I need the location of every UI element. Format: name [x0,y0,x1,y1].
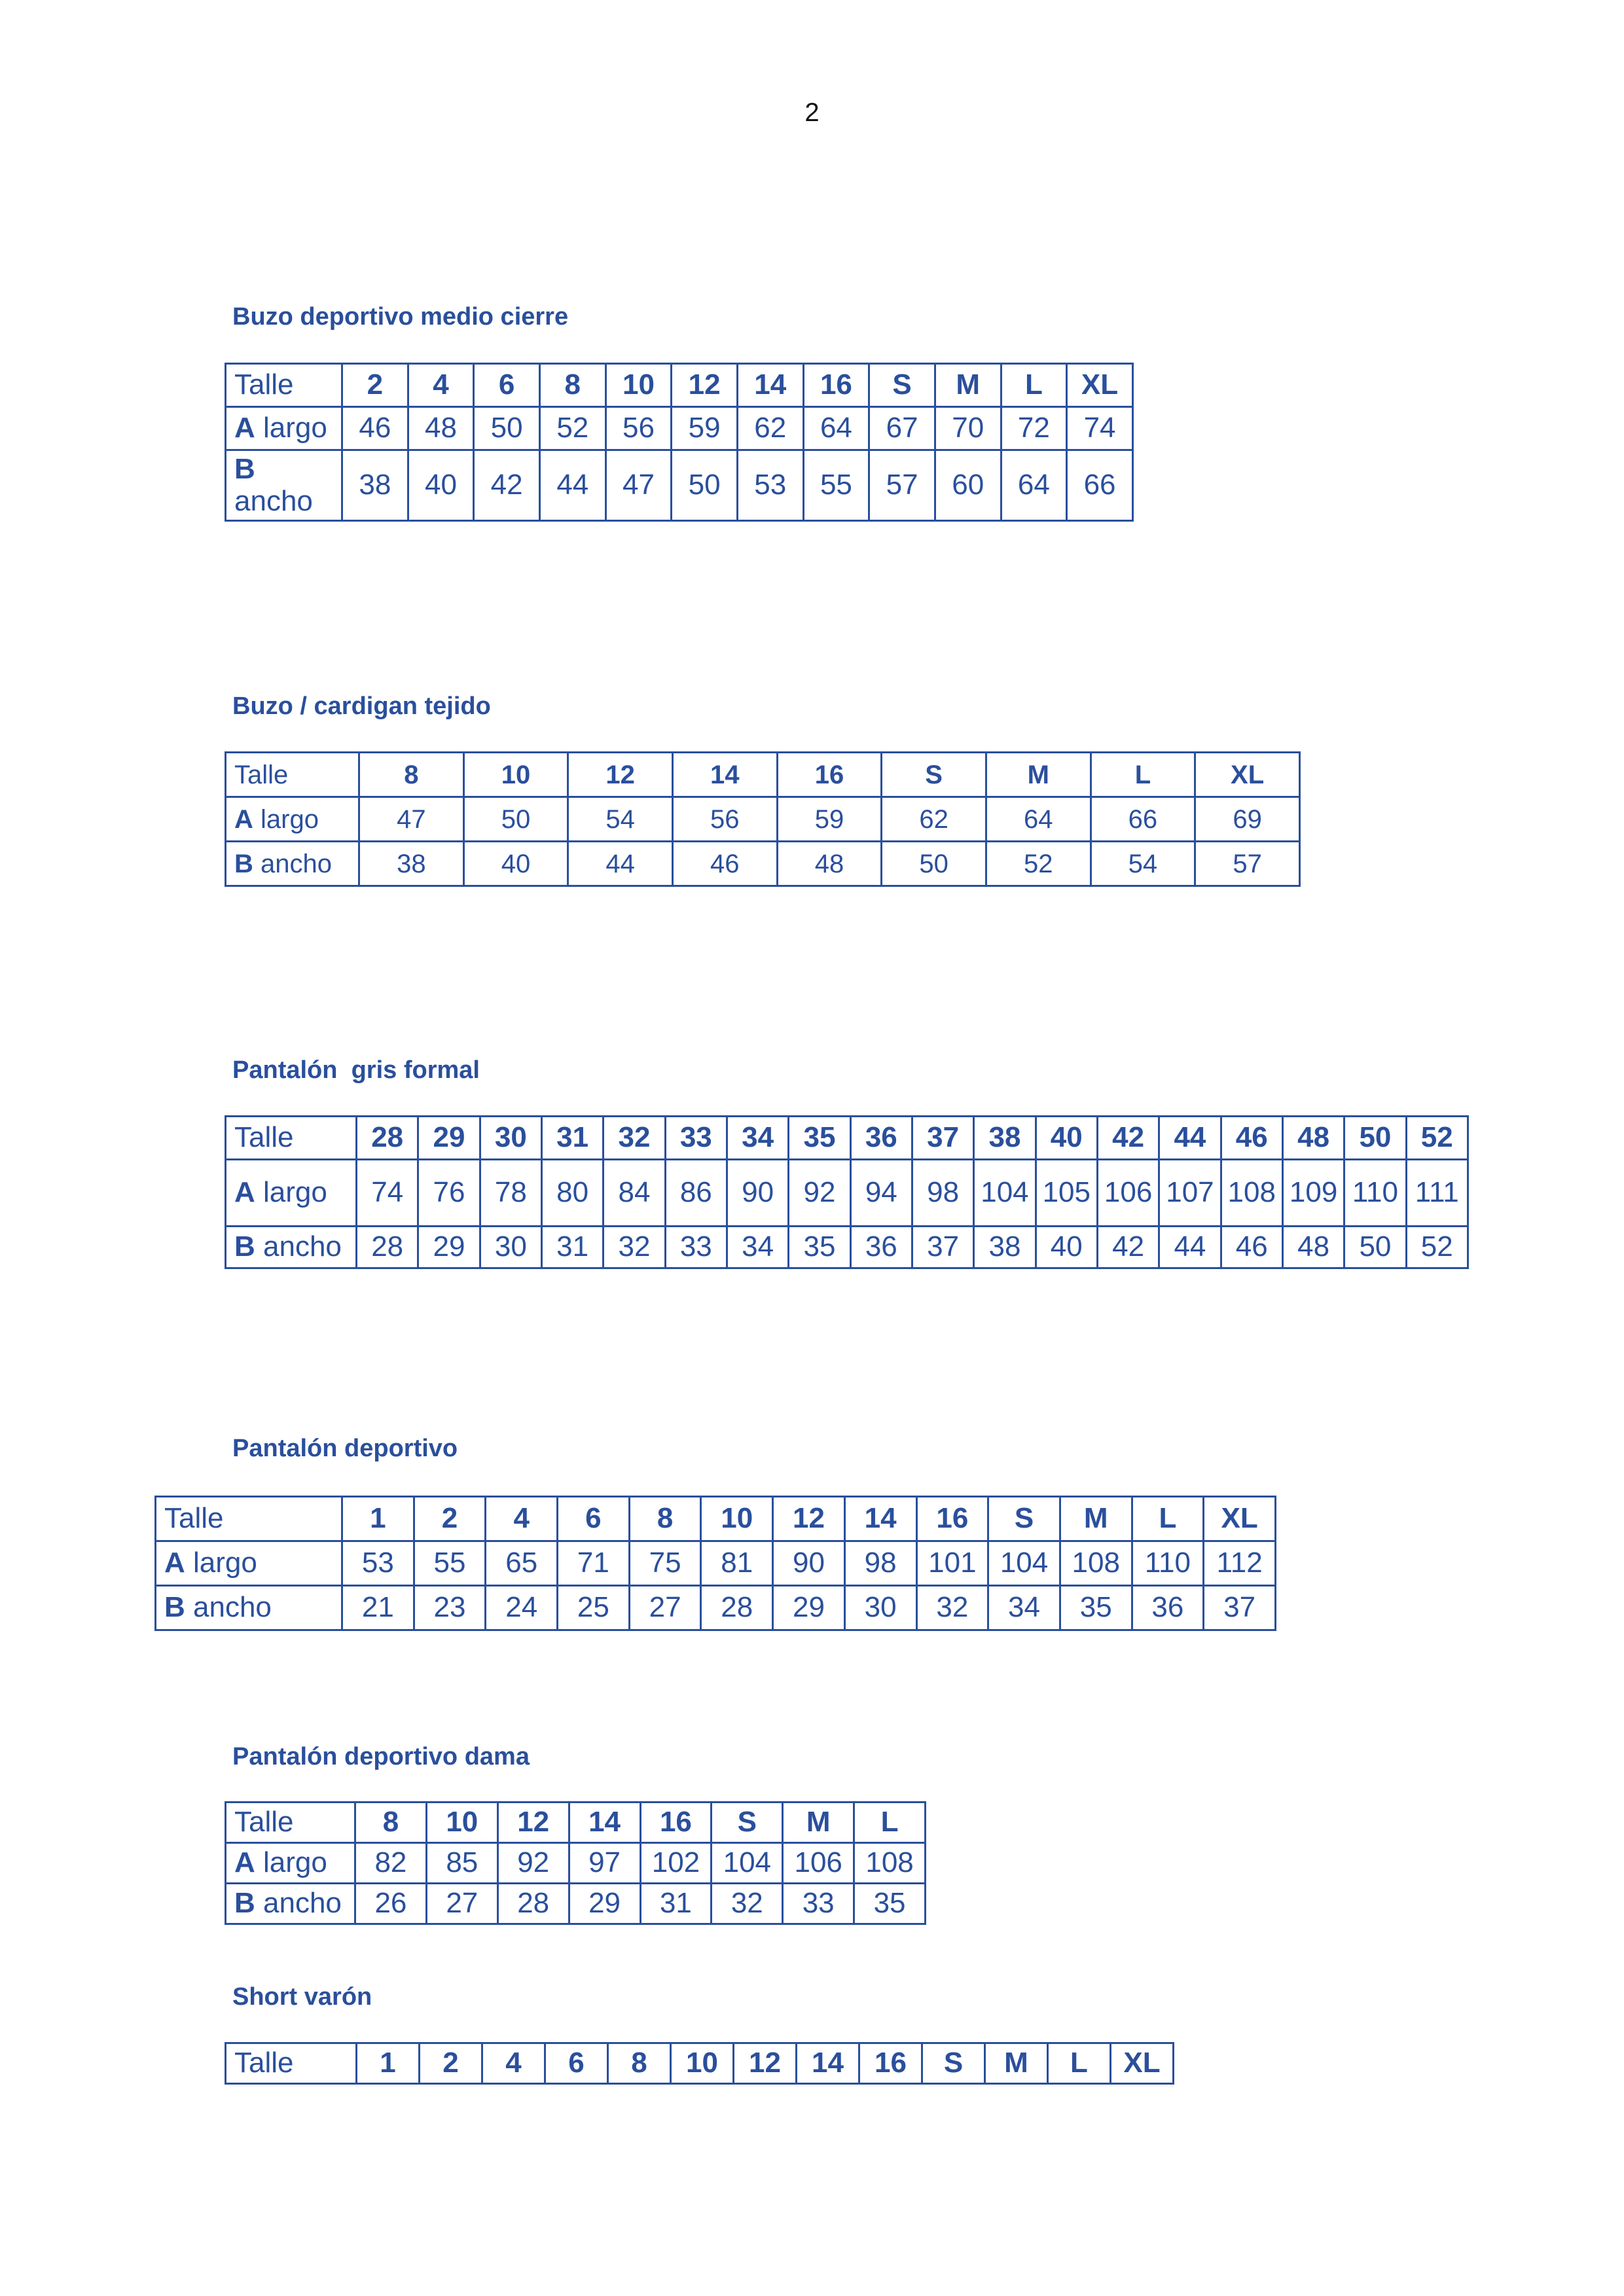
measure-cell: 109 [1282,1160,1344,1227]
table-row [226,364,1133,407]
size-header-cell: 29 [418,1117,480,1160]
row-label-ancho [156,1586,342,1630]
measure-cell: 23 [414,1586,486,1630]
measure-cell: 59 [672,407,738,450]
measure-cell: 54 [1091,842,1195,886]
row-label-ancho [226,842,359,886]
measure-cell: 90 [773,1541,845,1586]
size-header-cell: 10 [671,2043,734,2084]
page-number: 2 [804,98,820,127]
measure-cell: 32 [604,1227,665,1268]
measure-cell: 62 [737,407,803,450]
measure-cell: 48 [1282,1227,1344,1268]
table-row [226,842,1300,886]
size-header-cell: 10 [463,753,568,797]
measure-cell: 30 [844,1586,916,1630]
row-label-letter: B [234,1887,255,1920]
measure-cell: 59 [777,797,882,842]
row-label-text: largo [263,412,327,444]
measure-cell: 84 [604,1160,665,1227]
measure-cell: 47 [359,797,464,842]
size-header-cell: 8 [355,1803,427,1843]
size-header-cell: 32 [604,1117,665,1160]
size-header-cell: 12 [568,753,673,797]
measure-cell: 31 [640,1884,712,1924]
size-header-cell: 6 [558,1497,630,1541]
row-label-letter: B [164,1591,185,1624]
size-header-cell: 2 [414,1497,486,1541]
measure-cell: 92 [497,1843,569,1884]
size-header-cell: M [1060,1497,1132,1541]
row-label-letter: A [234,412,255,444]
measure-cell: 102 [640,1843,712,1884]
measure-cell: 64 [1001,450,1067,521]
size-table-buzo-cardigan [225,751,1301,887]
size-table-pantalon-gris [225,1115,1469,1269]
measure-cell: 98 [912,1160,973,1227]
size-table-pantalon-dama [225,1801,926,1925]
measure-cell: 108 [1060,1541,1132,1586]
row-label-letter: A [234,1176,255,1209]
measure-cell: 37 [1204,1586,1276,1630]
size-header-cell: 10 [605,364,672,407]
size-header-cell: 10 [426,1803,497,1843]
row-label-text: largo [263,1176,327,1209]
row-label-text: largo [261,804,319,834]
measure-cell: 71 [558,1541,630,1586]
row-label-text: ancho [263,1230,342,1263]
measure-cell: 57 [869,450,935,521]
measure-cell: 82 [355,1843,427,1884]
measure-cell: 48 [408,407,474,450]
row-label-largo [226,1843,355,1884]
row-label-ancho [226,1227,357,1268]
measure-cell: 42 [1097,1227,1159,1268]
measure-cell: 28 [357,1227,418,1268]
size-header-cell: XL [1195,753,1300,797]
row-label-talle: Talle [226,2043,357,2084]
table-row [156,1497,1276,1541]
measure-cell: 40 [463,842,568,886]
section-title: Pantalón deportivo [232,1435,458,1462]
measure-cell: 38 [359,842,464,886]
measure-cell: 27 [629,1586,701,1630]
measure-cell: 52 [986,842,1091,886]
measure-cell: 66 [1091,797,1195,842]
size-table-pantalon-deportivo [154,1496,1276,1631]
size-header-cell: 10 [701,1497,773,1541]
size-header-cell: 42 [1097,1117,1159,1160]
size-header-cell: 8 [629,1497,701,1541]
measure-cell: 55 [803,450,869,521]
measure-cell: 90 [727,1160,788,1227]
row-label-text: ancho [193,1591,272,1624]
measure-cell: 97 [569,1843,640,1884]
section-title: Pantalón gris formal [232,1056,480,1084]
table-row [226,1803,926,1843]
measure-cell: 106 [783,1843,854,1884]
size-header-cell: M [783,1803,854,1843]
table-row [226,1160,1468,1227]
measure-cell: 35 [789,1227,850,1268]
measure-cell: 74 [357,1160,418,1227]
measure-cell: 28 [497,1884,569,1924]
measure-cell: 72 [1001,407,1067,450]
measure-cell: 50 [463,797,568,842]
size-header-cell: 46 [1221,1117,1282,1160]
measure-cell: 94 [850,1160,912,1227]
measure-cell: 53 [737,450,803,521]
row-label-talle: Talle [226,364,342,407]
size-header-cell: 6 [545,2043,608,2084]
row-label-letter: B [234,1230,255,1263]
size-header-cell: M [986,753,1091,797]
row-label-letter: B [234,453,255,486]
size-header-cell: 14 [737,364,803,407]
measure-cell: 25 [558,1586,630,1630]
size-header-cell: 16 [803,364,869,407]
measure-cell: 92 [789,1160,850,1227]
measure-cell: 40 [1036,1227,1097,1268]
size-header-cell: 37 [912,1117,973,1160]
measure-cell: 108 [854,1843,926,1884]
measure-cell: 108 [1221,1160,1282,1227]
measure-cell: 76 [418,1160,480,1227]
table-row [226,1227,1468,1268]
size-header-cell: XL [1204,1497,1276,1541]
measure-cell: 26 [355,1884,427,1924]
measure-cell: 46 [342,407,408,450]
row-label-talle: Talle [226,753,359,797]
table-row [226,407,1133,450]
size-header-cell: L [1132,1497,1204,1541]
measure-cell: 47 [605,450,672,521]
size-table-buzo-deportivo [225,363,1134,522]
measure-cell: 80 [541,1160,603,1227]
size-header-cell: 36 [850,1117,912,1160]
measure-cell: 112 [1204,1541,1276,1586]
measure-cell: 53 [342,1541,414,1586]
measure-cell: 44 [568,842,673,886]
size-header-cell: 52 [1406,1117,1468,1160]
measure-cell: 30 [480,1227,541,1268]
size-header-cell: S [922,2043,985,2084]
size-header-cell: 14 [797,2043,859,2084]
size-header-cell: 30 [480,1117,541,1160]
measure-cell: 74 [1067,407,1133,450]
size-header-cell: 16 [859,2043,922,2084]
size-header-cell: 14 [569,1803,640,1843]
size-header-cell: 6 [474,364,540,407]
size-header-cell: 12 [773,1497,845,1541]
measure-cell: 38 [974,1227,1036,1268]
measure-cell: 29 [569,1884,640,1924]
row-label-ancho [226,1884,355,1924]
size-table-short-varon [225,2042,1174,2085]
table-row [226,797,1300,842]
measure-cell: 21 [342,1586,414,1630]
row-label-letter: B [234,849,253,878]
table-row [156,1586,1276,1630]
measure-cell: 81 [701,1541,773,1586]
measure-cell: 101 [916,1541,988,1586]
size-header-cell: 31 [541,1117,603,1160]
measure-cell: 32 [916,1586,988,1630]
measure-cell: 70 [935,407,1001,450]
table-row [156,1541,1276,1586]
measure-cell: 65 [486,1541,558,1586]
size-header-cell: 8 [539,364,605,407]
measure-cell: 48 [777,842,882,886]
row-label-talle: Talle [226,1803,355,1843]
row-label-text: ancho [261,849,332,878]
size-header-cell: 33 [665,1117,727,1160]
measure-cell: 78 [480,1160,541,1227]
row-label-talle: Talle [156,1497,342,1541]
measure-cell: 34 [727,1227,788,1268]
size-header-cell: S [869,364,935,407]
size-header-cell: L [1048,2043,1111,2084]
table-row [226,2043,1174,2084]
size-header-cell: XL [1111,2043,1174,2084]
size-header-cell: 16 [640,1803,712,1843]
size-header-cell: 28 [357,1117,418,1160]
measure-cell: 107 [1159,1160,1221,1227]
measure-cell: 60 [935,450,1001,521]
size-header-cell: 2 [420,2043,482,2084]
size-header-cell: L [1091,753,1195,797]
measure-cell: 56 [605,407,672,450]
size-header-cell: M [935,364,1001,407]
measure-cell: 50 [474,407,540,450]
measure-cell: 29 [773,1586,845,1630]
measure-cell: 29 [418,1227,480,1268]
measure-cell: 62 [882,797,986,842]
measure-cell: 67 [869,407,935,450]
table-row [226,450,1133,521]
measure-cell: 106 [1097,1160,1159,1227]
measure-cell: 111 [1406,1160,1468,1227]
row-label-largo [226,407,342,450]
measure-cell: 75 [629,1541,701,1586]
size-header-cell: 34 [727,1117,788,1160]
size-header-cell: 16 [916,1497,988,1541]
row-label-text: ancho [234,484,313,517]
size-header-cell: 8 [608,2043,671,2084]
row-label-ancho [226,450,342,521]
table-row [226,1843,926,1884]
measure-cell: 44 [1159,1227,1221,1268]
size-header-cell: 1 [357,2043,420,2084]
measure-cell: 35 [1060,1586,1132,1630]
measure-cell: 38 [342,450,408,521]
size-header-cell: 8 [359,753,464,797]
row-label-text: ancho [263,1887,342,1920]
measure-cell: 104 [988,1541,1060,1586]
measure-cell: 110 [1344,1160,1406,1227]
measure-cell: 46 [1221,1227,1282,1268]
measure-cell: 104 [712,1843,783,1884]
size-header-cell: 4 [486,1497,558,1541]
row-label-largo [226,797,359,842]
section-title: Buzo deportivo medio cierre [232,303,569,331]
measure-cell: 44 [539,450,605,521]
size-header-cell: 12 [734,2043,797,2084]
measure-cell: 35 [854,1884,926,1924]
measure-cell: 57 [1195,842,1300,886]
row-label-talle: Talle [226,1117,357,1160]
section-title: Buzo / cardigan tejido [232,692,491,720]
size-header-cell: 40 [1036,1117,1097,1160]
measure-cell: 40 [408,450,474,521]
measure-cell: 69 [1195,797,1300,842]
size-header-cell: 1 [342,1497,414,1541]
table-row [226,1117,1468,1160]
measure-cell: 50 [672,450,738,521]
measure-cell: 105 [1036,1160,1097,1227]
measure-cell: 46 [672,842,777,886]
measure-cell: 64 [986,797,1091,842]
table-row [226,1884,926,1924]
measure-cell: 42 [474,450,540,521]
measure-cell: 36 [850,1227,912,1268]
measure-cell: 52 [539,407,605,450]
size-header-cell: L [854,1803,926,1843]
size-header-cell: S [712,1803,783,1843]
section-title: Short varón [232,1983,372,2011]
measure-cell: 104 [974,1160,1036,1227]
size-header-cell: M [985,2043,1048,2084]
measure-cell: 24 [486,1586,558,1630]
measure-cell: 55 [414,1541,486,1586]
measure-cell: 31 [541,1227,603,1268]
size-header-cell: 35 [789,1117,850,1160]
size-header-cell: 44 [1159,1117,1221,1160]
size-header-cell: 4 [408,364,474,407]
section-title: Pantalón deportivo dama [232,1743,530,1770]
measure-cell: 52 [1406,1227,1468,1268]
measure-cell: 36 [1132,1586,1204,1630]
size-header-cell: 16 [777,753,882,797]
row-label-largo [156,1541,342,1586]
measure-cell: 37 [912,1227,973,1268]
size-header-cell: XL [1067,364,1133,407]
measure-cell: 50 [1344,1227,1406,1268]
row-label-text: largo [193,1547,257,1579]
measure-cell: 32 [712,1884,783,1924]
row-label-letter: A [234,1846,255,1879]
measure-cell: 50 [882,842,986,886]
measure-cell: 64 [803,407,869,450]
measure-cell: 27 [426,1884,497,1924]
table-row [226,753,1300,797]
size-header-cell: 12 [672,364,738,407]
measure-cell: 86 [665,1160,727,1227]
row-label-largo [226,1160,357,1227]
size-header-cell: 2 [342,364,408,407]
measure-cell: 66 [1067,450,1133,521]
size-header-cell: 50 [1344,1117,1406,1160]
row-label-letter: A [234,804,253,834]
measure-cell: 34 [988,1586,1060,1630]
measure-cell: 54 [568,797,673,842]
size-header-cell: 14 [672,753,777,797]
row-label-letter: A [164,1547,185,1579]
measure-cell: 33 [665,1227,727,1268]
measure-cell: 110 [1132,1541,1204,1586]
size-header-cell: S [988,1497,1060,1541]
measure-cell: 85 [426,1843,497,1884]
measure-cell: 56 [672,797,777,842]
measure-cell: 98 [844,1541,916,1586]
size-header-cell: 4 [482,2043,545,2084]
size-header-cell: 14 [844,1497,916,1541]
row-label-text: largo [263,1846,327,1879]
size-header-cell: 38 [974,1117,1036,1160]
measure-cell: 28 [701,1586,773,1630]
measure-cell: 33 [783,1884,854,1924]
size-header-cell: S [882,753,986,797]
size-header-cell: L [1001,364,1067,407]
size-header-cell: 48 [1282,1117,1344,1160]
size-header-cell: 12 [497,1803,569,1843]
